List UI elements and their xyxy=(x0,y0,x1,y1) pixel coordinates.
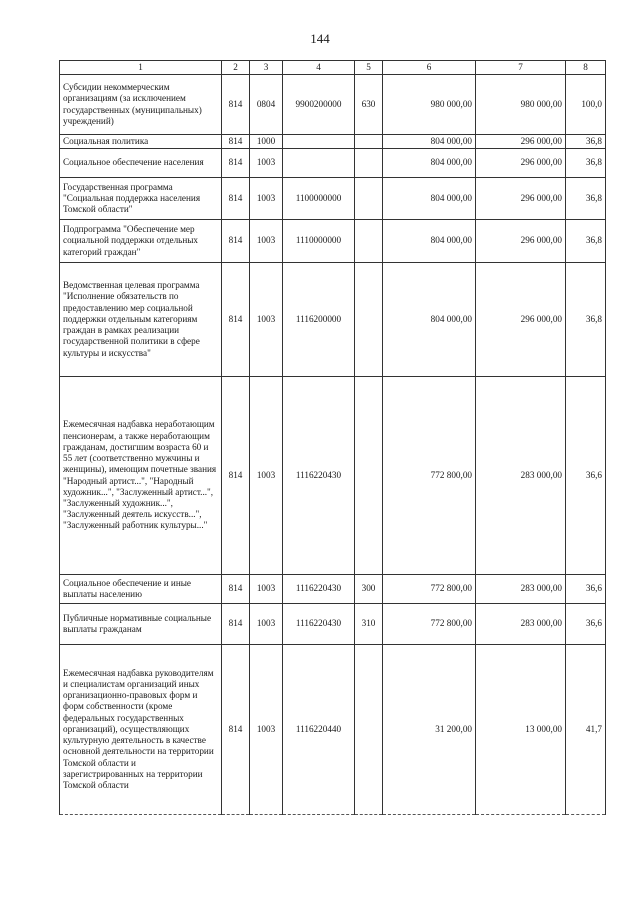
cell-code-section: 1003 xyxy=(250,575,283,604)
cell-actual: 283 000,00 xyxy=(476,377,566,575)
cell-code-expense xyxy=(355,135,383,149)
cell-percent: 36,6 xyxy=(566,575,606,604)
cell-plan: 804 000,00 xyxy=(383,220,476,263)
cell-code-target: 1116220440 xyxy=(283,645,355,815)
cell-code-expense xyxy=(355,220,383,263)
cell-plan: 804 000,00 xyxy=(383,149,476,178)
table-body xyxy=(60,75,606,815)
cell-percent: 41,7 xyxy=(566,645,606,815)
cell-actual: 283 000,00 xyxy=(476,575,566,604)
column-header: 1 xyxy=(60,61,222,75)
cell-code-section: 1000 xyxy=(250,135,283,149)
cell-code-section: 1003 xyxy=(250,149,283,178)
cell-code-target: 1116220430 xyxy=(283,377,355,575)
cell-plan: 31 200,00 xyxy=(383,645,476,815)
cell-name: Ежемесячная надбавка неработающим пенсионерам, а также неработающим гражданам, достигшим возраста 60 и 55 лет (соответственно мужчины и женщины), имеющим почетные звания "Народный артист...", "Народный художник...", "Заслуженный артист...", "Заслуженный художник...", "Заслуженный деятель искусств...", "Заслуженный работник культуры..." xyxy=(60,377,222,575)
cell-percent: 36,8 xyxy=(566,178,606,220)
cell-code-admin: 814 xyxy=(222,135,250,149)
cell-plan: 804 000,00 xyxy=(383,178,476,220)
table-row xyxy=(60,178,606,220)
cell-plan: 980 000,00 xyxy=(383,75,476,135)
table-row xyxy=(60,645,606,815)
cell-name: Подпрограмма "Обеспечение мер социальной поддержки отдельных категорий граждан" xyxy=(60,220,222,263)
cell-actual: 296 000,00 xyxy=(476,263,566,377)
cell-code-admin: 814 xyxy=(222,575,250,604)
table-row xyxy=(60,149,606,178)
cell-actual: 296 000,00 xyxy=(476,149,566,178)
cell-code-target: 1116220430 xyxy=(283,604,355,645)
cell-name: Ежемесячная надбавка руководителям и специалистам организаций иных организационно-правовых форм и форм собственности (кроме федеральных государственных организаций), осуществляющих культурную деятельность в качестве основной деятельности на территории Томской области и зарегистрированных на территории Томской области xyxy=(60,645,222,815)
cell-code-expense xyxy=(355,263,383,377)
cell-code-admin: 814 xyxy=(222,377,250,575)
cell-percent: 100,0 xyxy=(566,75,606,135)
cell-code-admin: 814 xyxy=(222,149,250,178)
cell-code-admin: 814 xyxy=(222,178,250,220)
cell-name: Субсидии некоммерческим организациям (за исключением государственных (муниципальных) учреждений) xyxy=(60,75,222,135)
cell-plan: 804 000,00 xyxy=(383,263,476,377)
header-row xyxy=(60,61,606,75)
cell-code-expense: 310 xyxy=(355,604,383,645)
cell-code-admin: 814 xyxy=(222,220,250,263)
cell-percent: 36,6 xyxy=(566,377,606,575)
cell-code-target xyxy=(283,135,355,149)
cell-name: Социальное обеспечение населения xyxy=(60,149,222,178)
table-row xyxy=(60,263,606,377)
cell-name: Публичные нормативные социальные выплаты гражданам xyxy=(60,604,222,645)
cell-code-admin: 814 xyxy=(222,645,250,815)
cell-plan: 804 000,00 xyxy=(383,135,476,149)
table-row xyxy=(60,377,606,575)
cell-code-target: 9900200000 xyxy=(283,75,355,135)
cell-percent: 36,6 xyxy=(566,604,606,645)
cell-code-expense xyxy=(355,645,383,815)
budget-table xyxy=(59,60,606,815)
cell-actual: 296 000,00 xyxy=(476,220,566,263)
cell-code-admin: 814 xyxy=(222,604,250,645)
cell-name: Ведомственная целевая программа "Исполнение обязательств по предоставлению мер социальной поддержки отдельным категориям граждан в рамках реализации государственной политики в сфере культуры и искусства" xyxy=(60,263,222,377)
cell-actual: 980 000,00 xyxy=(476,75,566,135)
cell-code-target: 1116220430 xyxy=(283,575,355,604)
cell-code-admin: 814 xyxy=(222,75,250,135)
column-header: 3 xyxy=(250,61,283,75)
cell-code-target xyxy=(283,149,355,178)
column-header: 8 xyxy=(566,61,606,75)
cell-code-target: 1116200000 xyxy=(283,263,355,377)
cell-percent: 36,8 xyxy=(566,263,606,377)
table-row xyxy=(60,220,606,263)
cell-code-section: 0804 xyxy=(250,75,283,135)
cell-code-section: 1003 xyxy=(250,377,283,575)
cell-actual: 283 000,00 xyxy=(476,604,566,645)
cell-code-admin: 814 xyxy=(222,263,250,377)
cell-percent: 36,8 xyxy=(566,220,606,263)
cell-actual: 296 000,00 xyxy=(476,178,566,220)
column-header: 7 xyxy=(476,61,566,75)
cell-code-expense xyxy=(355,178,383,220)
table-row xyxy=(60,75,606,135)
cell-code-section: 1003 xyxy=(250,604,283,645)
cell-code-expense xyxy=(355,149,383,178)
cell-code-target: 1110000000 xyxy=(283,220,355,263)
cell-plan: 772 800,00 xyxy=(383,575,476,604)
cell-code-section: 1003 xyxy=(250,263,283,377)
table-row xyxy=(60,575,606,604)
cell-code-section: 1003 xyxy=(250,645,283,815)
cell-name: Социальная политика xyxy=(60,135,222,149)
cell-name: Государственная программа "Социальная поддержка населения Томской области" xyxy=(60,178,222,220)
cell-plan: 772 800,00 xyxy=(383,604,476,645)
cell-name: Социальное обеспечение и иные выплаты населению xyxy=(60,575,222,604)
column-header: 4 xyxy=(283,61,355,75)
cell-code-section: 1003 xyxy=(250,220,283,263)
cell-code-target: 1100000000 xyxy=(283,178,355,220)
cell-code-section: 1003 xyxy=(250,178,283,220)
column-header: 5 xyxy=(355,61,383,75)
cell-code-expense: 630 xyxy=(355,75,383,135)
cell-percent: 36,8 xyxy=(566,135,606,149)
page-number: 144 xyxy=(310,31,330,46)
cell-code-expense xyxy=(355,377,383,575)
column-header: 6 xyxy=(383,61,476,75)
cell-actual: 13 000,00 xyxy=(476,645,566,815)
table-row xyxy=(60,604,606,645)
column-header: 2 xyxy=(222,61,250,75)
table-row xyxy=(60,135,606,149)
cell-percent: 36,8 xyxy=(566,149,606,178)
cell-plan: 772 800,00 xyxy=(383,377,476,575)
cell-code-expense: 300 xyxy=(355,575,383,604)
cell-actual: 296 000,00 xyxy=(476,135,566,149)
